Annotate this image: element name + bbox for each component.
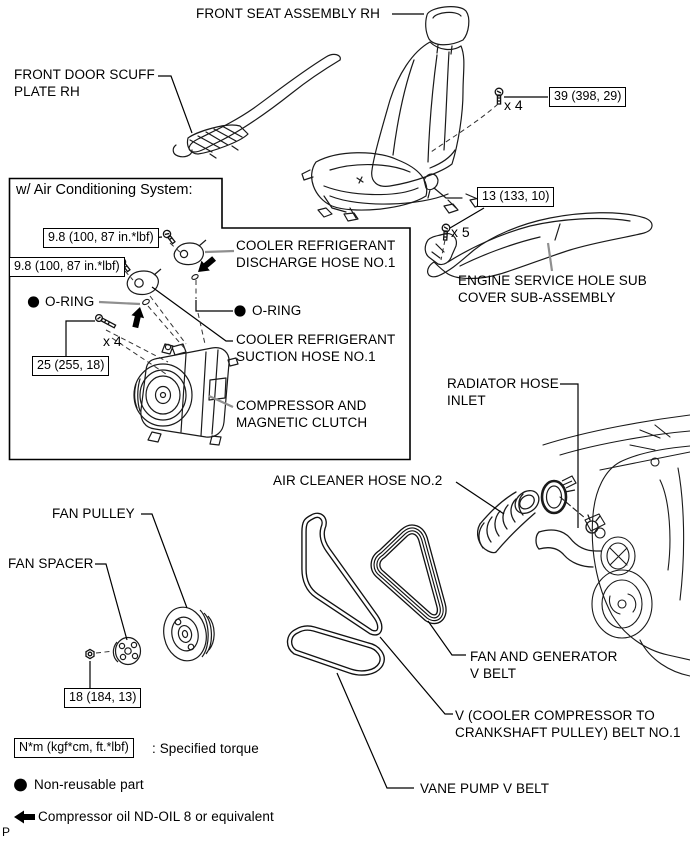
radiator-hose-label bbox=[447, 376, 559, 409]
cover-bolt-torque-box: 13 (133, 10) bbox=[477, 187, 554, 207]
o-ring-1-label: O-RING bbox=[45, 294, 95, 309]
suction-bolt-torque-box: 9.8 (100, 87 in.*lbf) bbox=[9, 257, 125, 277]
ac-system-box-title: w/ Air Conditioning System: bbox=[16, 182, 193, 198]
bolt-icons bbox=[86, 88, 503, 658]
o-ring-small-2 bbox=[191, 274, 199, 281]
o-ring-small-1 bbox=[142, 298, 150, 305]
fan-spacer-illustration bbox=[113, 638, 140, 665]
seat-bolt-torque-box: 39 (398, 29) bbox=[549, 87, 626, 107]
discharge-hose-label bbox=[236, 238, 395, 271]
discharge-fitting-illustration bbox=[174, 240, 206, 265]
compressor-bolt-torque-box: 25 (255, 18) bbox=[32, 356, 109, 376]
discharge-hose-label-line1: COOLER REFRIGERANT bbox=[236, 238, 396, 253]
seat-bolt-icon bbox=[495, 88, 503, 104]
compressor-bolt-count: x 4 bbox=[103, 333, 122, 349]
v-belt-no1-illustration bbox=[304, 515, 380, 633]
radiator-hose-label-line1: RADIATOR HOSE bbox=[447, 376, 559, 391]
engine-cover-label bbox=[458, 273, 647, 306]
v-belt-no1-label-line1: V (COOLER COMPRESSOR TO bbox=[455, 708, 655, 723]
fan-pulley-illustration bbox=[159, 603, 214, 665]
fan-generator-belt-label-line1: FAN AND GENERATOR bbox=[470, 649, 618, 664]
scuff-plate-label-line1: FRONT DOOR SCUFF bbox=[14, 67, 155, 82]
fan-pulley-label: FAN PULLEY bbox=[52, 506, 135, 521]
o-ring-2-dot-icon bbox=[234, 305, 245, 316]
v-belt-no1-label-line2: CRANKSHAFT PULLEY) BELT NO.1 bbox=[455, 724, 681, 740]
suction-fitting-illustration bbox=[127, 269, 161, 295]
suction-hose-label bbox=[236, 332, 395, 365]
engine-illustration bbox=[543, 415, 690, 676]
cover-bolt-icon bbox=[441, 224, 450, 240]
legend-dot-icon bbox=[14, 779, 27, 792]
air-cleaner-hose-illustration bbox=[478, 486, 544, 553]
air-cleaner-hose-label: AIR CLEANER HOSE NO.2 bbox=[273, 473, 443, 488]
fan-generator-belt-label-line2: V BELT bbox=[470, 665, 517, 681]
oil-arrow-suction-icon bbox=[129, 306, 146, 329]
front-seat-label: FRONT SEAT ASSEMBLY RH bbox=[196, 6, 381, 21]
suction-hose-label-line1: COOLER REFRIGERANT bbox=[236, 332, 396, 347]
v-belt-no1-label bbox=[455, 708, 681, 741]
hose-clamp-ring-illustration bbox=[542, 476, 576, 513]
o-ring-1-dot-icon bbox=[28, 296, 39, 307]
fan-nut-icon bbox=[86, 649, 94, 658]
suction-hose-label-line2: SUCTION HOSE NO.1 bbox=[236, 348, 376, 364]
legend-oil-arrow-icon bbox=[14, 811, 35, 824]
fan-nut-torque-box: 18 (184, 13) bbox=[64, 688, 141, 708]
vane-pump-belt-label: VANE PUMP V BELT bbox=[420, 781, 550, 796]
front-seat-illustration bbox=[302, 7, 484, 221]
fan-spacer-label: FAN SPACER bbox=[8, 556, 94, 571]
scuff-plate-illustration bbox=[173, 54, 340, 158]
discharge-hose-label-line2: DISCHARGE HOSE NO.1 bbox=[236, 254, 396, 270]
legend-oil-label: Compressor oil ND-OIL 8 or equivalent bbox=[38, 809, 274, 824]
page-footer-char: P bbox=[2, 825, 11, 839]
vane-pump-belt-illustration bbox=[290, 628, 383, 673]
legend-non-reusable-label: Non-reusable part bbox=[34, 777, 144, 792]
seat-bolt-count: x 4 bbox=[504, 97, 523, 113]
fan-generator-belt-illustration bbox=[375, 529, 441, 619]
engine-cover-label-line2: COVER SUB-ASSEMBLY bbox=[458, 289, 616, 305]
compressor-bolt-icon bbox=[94, 313, 116, 329]
engine-cover-label-line1: ENGINE SERVICE HOLE SUB bbox=[458, 273, 647, 288]
oil-arrow-discharge-icon bbox=[194, 254, 218, 277]
compressor-label bbox=[236, 398, 367, 431]
o-ring-2-label: O-RING bbox=[252, 303, 302, 318]
legend-torque-label: : Specified torque bbox=[152, 741, 259, 756]
discharge-bolt-torque-box: 9.8 (100, 87 in.*lbf) bbox=[43, 228, 159, 248]
scuff-plate-label-line2: PLATE RH bbox=[14, 83, 80, 99]
legend-torque-symbol-box: N*m (kgf*cm, ft.*lbf) bbox=[14, 738, 134, 758]
radiator-hose-illustration bbox=[536, 515, 601, 567]
fan-generator-belt-label bbox=[470, 649, 617, 682]
cover-bolt-count: x 5 bbox=[451, 224, 470, 240]
radiator-hose-label-line2: INLET bbox=[447, 392, 486, 408]
discharge-bolt-icon bbox=[162, 229, 177, 245]
scuff-plate-label bbox=[14, 67, 155, 100]
compressor-label-line1: COMPRESSOR AND bbox=[236, 398, 367, 413]
compressor-label-line2: MAGNETIC CLUTCH bbox=[236, 414, 368, 430]
compressor-illustration bbox=[134, 344, 238, 445]
